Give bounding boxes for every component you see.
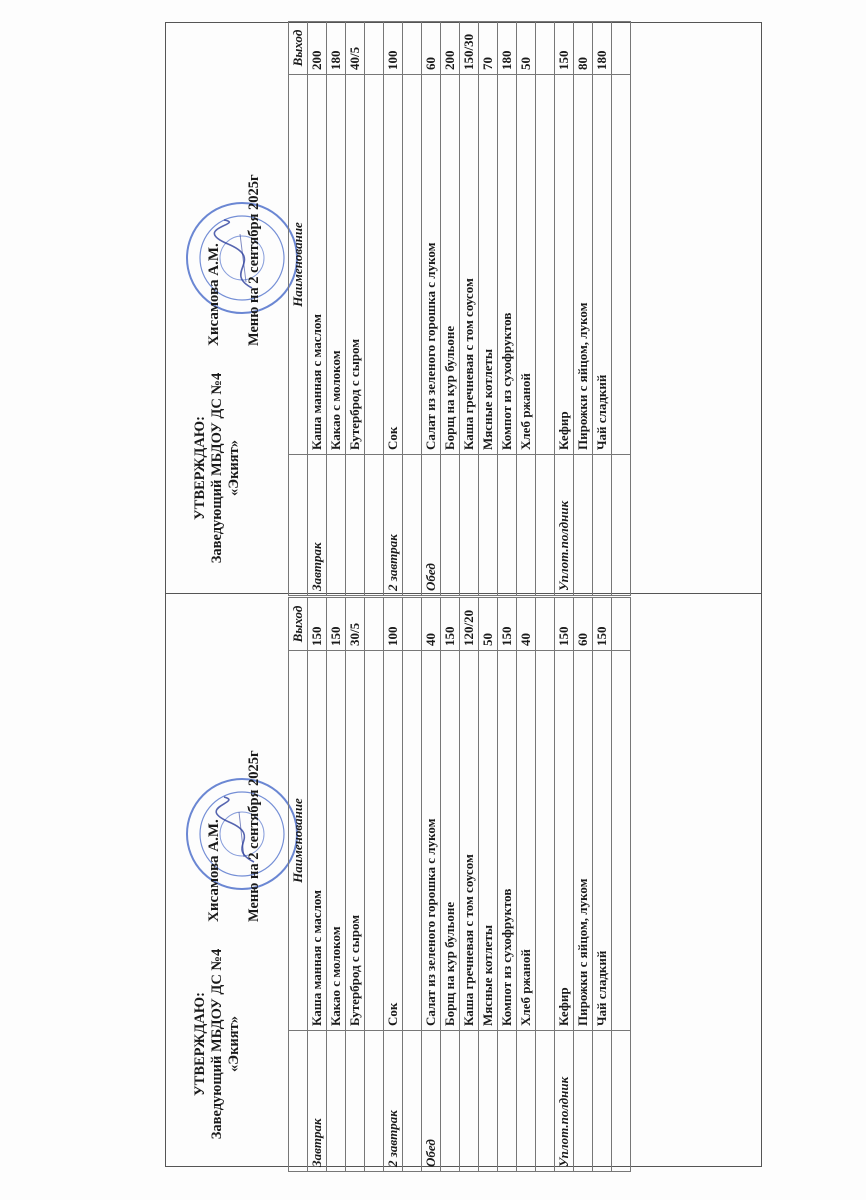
header-name: Наименование (289, 75, 308, 455)
meal-cell (498, 455, 517, 596)
output-cell (403, 22, 422, 75)
output-cell: 80 (574, 22, 593, 75)
meal-cell (593, 1031, 612, 1172)
meal-cell (327, 1031, 346, 1172)
dish-cell: Мясные котлеты (479, 651, 498, 1031)
header-output: Выход (289, 598, 308, 651)
dish-cell (536, 651, 555, 1031)
dish-cell: Салат из зеленого горошка с луком (422, 75, 441, 455)
table-row (479, 22, 498, 596)
header-output: Выход (289, 22, 308, 75)
dish-cell: Компот из сухофруктов (498, 75, 517, 455)
table-header-row (289, 22, 308, 596)
meal-cell (441, 455, 460, 596)
meal-cell (574, 1031, 593, 1172)
output-cell: 40 (517, 598, 536, 651)
output-cell: 60 (422, 22, 441, 75)
output-cell (536, 22, 555, 75)
meal-cell (346, 455, 365, 596)
meal-cell (441, 1031, 460, 1172)
table-row (555, 598, 574, 1172)
output-cell (536, 598, 555, 651)
table-row (536, 22, 555, 596)
table-row (422, 22, 441, 596)
table-row (327, 22, 346, 596)
table-row (536, 598, 555, 1172)
dish-cell: Какао с молоком (327, 651, 346, 1031)
table-row (593, 22, 612, 596)
meal-cell (346, 1031, 365, 1172)
approval-block (192, 348, 243, 588)
dish-cell: Кефир (555, 651, 574, 1031)
output-cell: 50 (517, 22, 536, 75)
approval-block (192, 924, 243, 1164)
table-row (460, 598, 479, 1172)
meal-cell (460, 1031, 479, 1172)
dish-cell: Каша гречневая с том соусом (460, 651, 479, 1031)
output-cell: 70 (479, 22, 498, 75)
header-name: Наименование (289, 651, 308, 1031)
header-meal (289, 455, 308, 596)
meal-cell (593, 455, 612, 596)
signer-name: Хисамова А.М. (206, 243, 222, 346)
dish-cell (536, 75, 555, 455)
dish-cell: Чай сладкий (593, 651, 612, 1031)
dish-cell: Борщ на кур бульоне (441, 75, 460, 455)
dish-cell: Каша манная с маслом (308, 75, 327, 455)
dish-cell (612, 75, 631, 455)
table-row (346, 598, 365, 1172)
table-row (346, 22, 365, 596)
table-row (365, 598, 384, 1172)
output-cell (365, 598, 384, 651)
output-cell (365, 22, 384, 75)
table-row (460, 22, 479, 596)
output-cell (612, 22, 631, 75)
approval-title: УТВЕРЖДАЮ: (192, 416, 208, 520)
approval-title: УТВЕРЖДАЮ: (192, 992, 208, 1096)
output-cell: 150 (555, 22, 574, 75)
menu-panel-nursery (178, 597, 775, 1172)
output-cell: 100 (384, 22, 403, 75)
table-row (612, 22, 631, 596)
table-row (384, 22, 403, 596)
table-row (574, 598, 593, 1172)
dish-cell: Пирожки с яйцом, луком (574, 75, 593, 455)
signer-name: Хисамова А.М. (206, 819, 222, 922)
table-row (593, 598, 612, 1172)
seal-stamp (184, 776, 300, 892)
output-cell: 100 (384, 598, 403, 651)
dish-cell: Сок (384, 75, 403, 455)
meal-cell (460, 455, 479, 596)
output-cell: 150 (441, 598, 460, 651)
table-row (308, 598, 327, 1172)
output-cell: 120/20 (460, 598, 479, 651)
meal-cell: 2 завтрак (384, 455, 403, 596)
output-cell: 60 (574, 598, 593, 651)
dish-cell: Сок (384, 651, 403, 1031)
meal-cell: Обед (422, 1031, 441, 1172)
meal-cell (479, 1031, 498, 1172)
meal-cell (498, 1031, 517, 1172)
dish-cell: Пирожки с яйцом, луком (574, 651, 593, 1031)
dish-cell: Какао с молоком (327, 75, 346, 455)
dish-cell: Бутерброд с сыром (346, 75, 365, 455)
output-cell: 30/5 (346, 598, 365, 651)
table-row (403, 598, 422, 1172)
header-meal (289, 1031, 308, 1172)
table-row (555, 22, 574, 596)
table-row (574, 22, 593, 596)
table-row (498, 22, 517, 596)
output-cell: 150 (308, 598, 327, 651)
dish-cell (403, 75, 422, 455)
menu-table (288, 21, 631, 596)
approval-org: «Экият» (226, 1016, 242, 1073)
dish-cell: Борщ на кур бульоне (441, 651, 460, 1031)
table-row (441, 598, 460, 1172)
table-row (517, 598, 536, 1172)
approval-org: «Экият» (226, 440, 242, 497)
output-cell (403, 598, 422, 651)
table-row (365, 22, 384, 596)
table-row (403, 22, 422, 596)
meal-cell (479, 455, 498, 596)
output-cell: 180 (593, 22, 612, 75)
table-row (422, 598, 441, 1172)
dish-cell: Чай сладкий (593, 75, 612, 455)
meal-cell (574, 455, 593, 596)
table-row (384, 598, 403, 1172)
output-cell: 40/5 (346, 22, 365, 75)
seal-stamp (184, 200, 300, 316)
meal-cell (365, 455, 384, 596)
table-row (479, 598, 498, 1172)
menu-title: Меню на 2 сентября 2025г (246, 750, 262, 922)
dish-cell (365, 75, 384, 455)
dish-cell: Кефир (555, 75, 574, 455)
dish-cell: Салат из зеленого горошка с луком (422, 651, 441, 1031)
dish-cell: Бутерброд с сыром (346, 651, 365, 1031)
menu-table (288, 597, 631, 1172)
meal-cell (327, 455, 346, 596)
dish-cell: Каша гречневая с том соусом (460, 75, 479, 455)
meal-cell: Обед (422, 455, 441, 596)
meal-cell: Завтрак (308, 1031, 327, 1172)
meal-cell (403, 455, 422, 596)
approval-position: Заведующий МБДОУ ДС №4 (209, 948, 225, 1140)
meal-cell (612, 1031, 631, 1172)
meal-cell (517, 455, 536, 596)
dish-cell: Мясные котлеты (479, 75, 498, 455)
output-cell: 150 (498, 598, 517, 651)
output-cell: 150 (555, 598, 574, 651)
meal-cell: Уплот.полдник (555, 1031, 574, 1172)
meal-cell (612, 455, 631, 596)
output-cell: 50 (479, 598, 498, 651)
meal-cell: 2 завтрак (384, 1031, 403, 1172)
meal-cell (536, 1031, 555, 1172)
table-row (612, 598, 631, 1172)
output-cell: 40 (422, 598, 441, 651)
output-cell: 150/30 (460, 22, 479, 75)
output-cell: 180 (327, 22, 346, 75)
output-cell: 150 (593, 598, 612, 651)
dish-cell (365, 651, 384, 1031)
output-cell: 150 (327, 598, 346, 651)
dish-cell (403, 651, 422, 1031)
table-row (498, 598, 517, 1172)
output-cell: 200 (308, 22, 327, 75)
meal-cell (365, 1031, 384, 1172)
table-row (308, 22, 327, 596)
dish-cell: Каша манная с маслом (308, 651, 327, 1031)
menu-title: Меню на 2 сентября 2025г (246, 174, 262, 346)
meal-cell (517, 1031, 536, 1172)
dish-cell: Компот из сухофруктов (498, 651, 517, 1031)
table-row (441, 22, 460, 596)
dish-cell (612, 651, 631, 1031)
table-header-row (289, 598, 308, 1172)
approval-position: Заведующий МБДОУ ДС №4 (209, 372, 225, 564)
meal-cell (536, 455, 555, 596)
menu-panel-kindergarten (178, 21, 775, 596)
table-row (517, 22, 536, 596)
meal-cell (403, 1031, 422, 1172)
meal-cell: Уплот.полдник (555, 455, 574, 596)
output-cell (612, 598, 631, 651)
table-row (327, 598, 346, 1172)
meal-cell: Завтрак (308, 455, 327, 596)
dish-cell: Хлеб ржаной (517, 75, 536, 455)
dish-cell: Хлеб ржаной (517, 651, 536, 1031)
output-cell: 180 (498, 22, 517, 75)
output-cell: 200 (441, 22, 460, 75)
